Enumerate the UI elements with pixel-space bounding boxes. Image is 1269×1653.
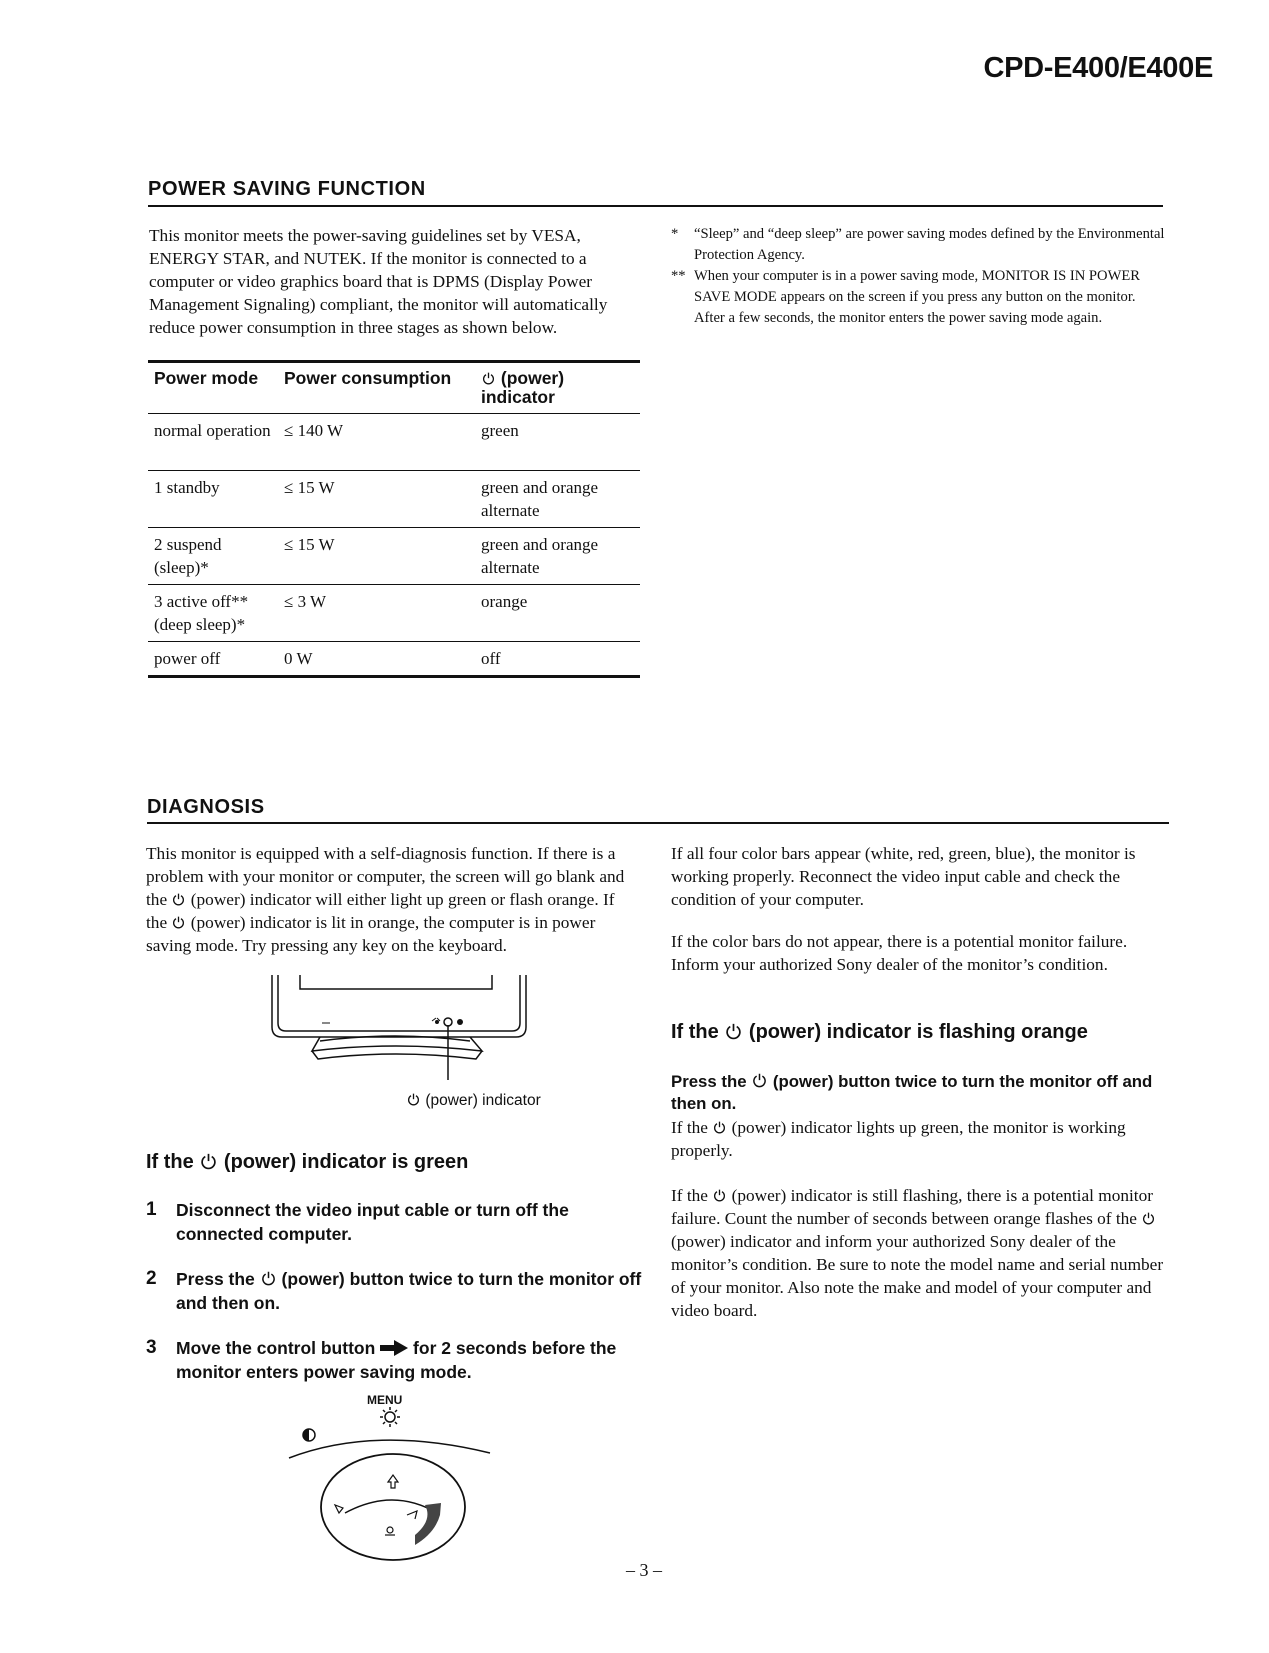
step-text: Move the control button — [176, 1338, 376, 1358]
cell-mode: power off — [148, 642, 278, 677]
paragraph-text: (power) indicator lights up green, the monitor is working properly. — [671, 1118, 1126, 1160]
brightness-icon — [380, 1407, 400, 1427]
table-header-row — [148, 362, 640, 414]
power-icon — [482, 372, 495, 385]
step-number: 2 — [146, 1268, 157, 1289]
power-icon — [725, 1023, 742, 1040]
monitor-front-illustration — [270, 975, 540, 1080]
power-mode-table-wrap — [148, 360, 640, 678]
cell-indicator: green — [475, 414, 640, 471]
power-icon — [752, 1073, 767, 1088]
paragraph-text: (power) indicator is still flashing, there is a potential monitor failure. Count the number of seconds between orange flashes of the — [671, 1186, 1153, 1228]
power-saving-title: POWER SAVING FUNCTION — [148, 178, 426, 200]
power-icon — [172, 893, 185, 906]
paragraph-text: If the — [671, 1118, 708, 1137]
footnote-power-save — [671, 266, 1166, 329]
control-button-illustration — [285, 1405, 495, 1565]
heading-text: (power) indicator is flashing orange — [748, 1021, 1088, 1043]
cell-indicator: green and orange alternate — [475, 471, 640, 528]
cell-consumption: ≤ 15 W — [278, 528, 475, 585]
footnote-text: “Sleep” and “deep sleep” are power saving modes defined by the Environmental Protection Agency. — [694, 226, 1165, 263]
table-row — [148, 528, 640, 585]
right-arrow-icon — [380, 1340, 408, 1356]
intro-text: (power) indicator will either light up green or flash orange. If the — [146, 890, 615, 932]
cell-mode: 2 suspend (sleep)* — [148, 528, 278, 585]
page-number: – 3 – — [626, 1560, 662, 1580]
power-mode-table — [148, 360, 640, 678]
step-text: Disconnect the video input cable or turn off the connected computer. — [176, 1200, 569, 1244]
cell-indicator: off — [475, 642, 640, 677]
power-icon — [172, 916, 185, 929]
step-number: 1 — [146, 1199, 157, 1220]
intro-text: This monitor is equipped with a self-diagnosis function. If there is a problem with your monitor or computer, the screen will go blank and the — [146, 844, 625, 909]
intro-text: (power) indicator is lit in orange, the computer is in power saving mode. Try pressing any key on the keyboard. — [146, 913, 596, 955]
power-saving-intro: This monitor meets the power-saving guidelines set by VESA, ENERGY STAR, and NUTEK. If the monitor is connected to a computer or video graphics board that is DPMS (Display Power Management Signaling) compliant, the monitor will automatically reduce power consumption in three stages as shown below. — [149, 226, 608, 337]
paragraph-text: If the — [671, 1186, 708, 1205]
section-rule — [147, 822, 1169, 824]
table-row — [148, 585, 640, 642]
footnotes — [671, 224, 1166, 329]
footnote-sleep — [671, 224, 1166, 266]
cell-consumption: 0 W — [278, 642, 475, 677]
instruction-text: (power) button twice to turn the monitor off and then on. — [671, 1072, 1153, 1113]
menu-label: MENU — [367, 1393, 403, 1407]
caption-text: (power) indicator — [425, 1092, 541, 1109]
step-text: Press the — [176, 1269, 255, 1289]
table-row — [148, 471, 640, 528]
col-power-indicator — [475, 362, 640, 414]
orange-indicator-heading — [671, 1021, 1088, 1044]
footnote-text: When your computer is in a power saving mode, MONITOR IS IN POWER SAVE MODE appears on the screen if you press any button on the monitor. After a few seconds, the monitor enters the power saving mode again. — [694, 268, 1140, 326]
monitor-caption — [406, 1092, 541, 1110]
contrast-icon — [303, 1429, 315, 1441]
cell-indicator: green and orange alternate — [475, 528, 640, 585]
model-title: CPD-E400/E400E — [983, 52, 1213, 84]
color-bars-ok-text: If all four color bars appear (white, red, green, blue), the monitor is working properly. Reconnect the video input cable and check the condition of your computer. — [671, 844, 1136, 909]
step-text: (power) button twice to turn the monitor off and then on. — [176, 1269, 642, 1313]
heading-text: (power) indicator is green — [223, 1151, 469, 1173]
heading-text: If the — [146, 1151, 194, 1173]
section-rule — [148, 205, 1163, 207]
step-2 — [146, 1267, 646, 1315]
power-icon — [407, 1093, 420, 1106]
step-number: 3 — [146, 1337, 157, 1358]
col-power-consumption: Power consumption — [284, 368, 452, 388]
cell-mode: 1 standby — [148, 471, 278, 528]
orange-green-result — [671, 1116, 1167, 1162]
table-row — [148, 414, 640, 471]
cell-consumption: ≤ 3 W — [278, 585, 475, 642]
color-bars-fail-text: If the color bars do not appear, there is a potential monitor failure. Inform your authorized Sony dealer of the monitor’s condition. — [671, 932, 1128, 974]
step-3 — [146, 1336, 646, 1384]
power-icon — [1142, 1212, 1155, 1225]
power-icon — [200, 1153, 217, 1170]
diagnosis-intro — [146, 842, 634, 957]
footnote-mark: ** — [671, 268, 686, 284]
heading-text: If the — [671, 1021, 719, 1043]
cell-indicator: orange — [475, 585, 640, 642]
power-icon — [713, 1121, 726, 1134]
orange-failure-text — [671, 1184, 1167, 1322]
cell-consumption: ≤ 140 W — [278, 414, 475, 471]
cell-mode: 3 active off** (deep sleep)* — [148, 585, 278, 642]
step-1 — [146, 1198, 646, 1246]
cell-mode: normal operation — [148, 414, 278, 471]
instruction-text: Press the — [671, 1072, 747, 1091]
table-row — [148, 642, 640, 677]
footnote-mark: * — [671, 226, 679, 242]
col-power-mode: Power mode — [154, 368, 259, 388]
orange-instruction — [671, 1071, 1171, 1115]
col-power-indicator-label: (power) indicator — [481, 368, 565, 407]
paragraph-text: (power) indicator and inform your authorized Sony dealer of the monitor’s condition. Be sure to note the model name and serial number of your monitor. Also note the make and model of your computer and video board. — [671, 1232, 1164, 1320]
step-text: for 2 seconds before the monitor enters power saving mode. — [176, 1338, 617, 1382]
cell-consumption: ≤ 15 W — [278, 471, 475, 528]
green-indicator-heading — [146, 1151, 468, 1174]
diagnosis-title: DIAGNOSIS — [147, 796, 265, 818]
power-icon — [713, 1189, 726, 1202]
power-icon — [261, 1271, 276, 1286]
